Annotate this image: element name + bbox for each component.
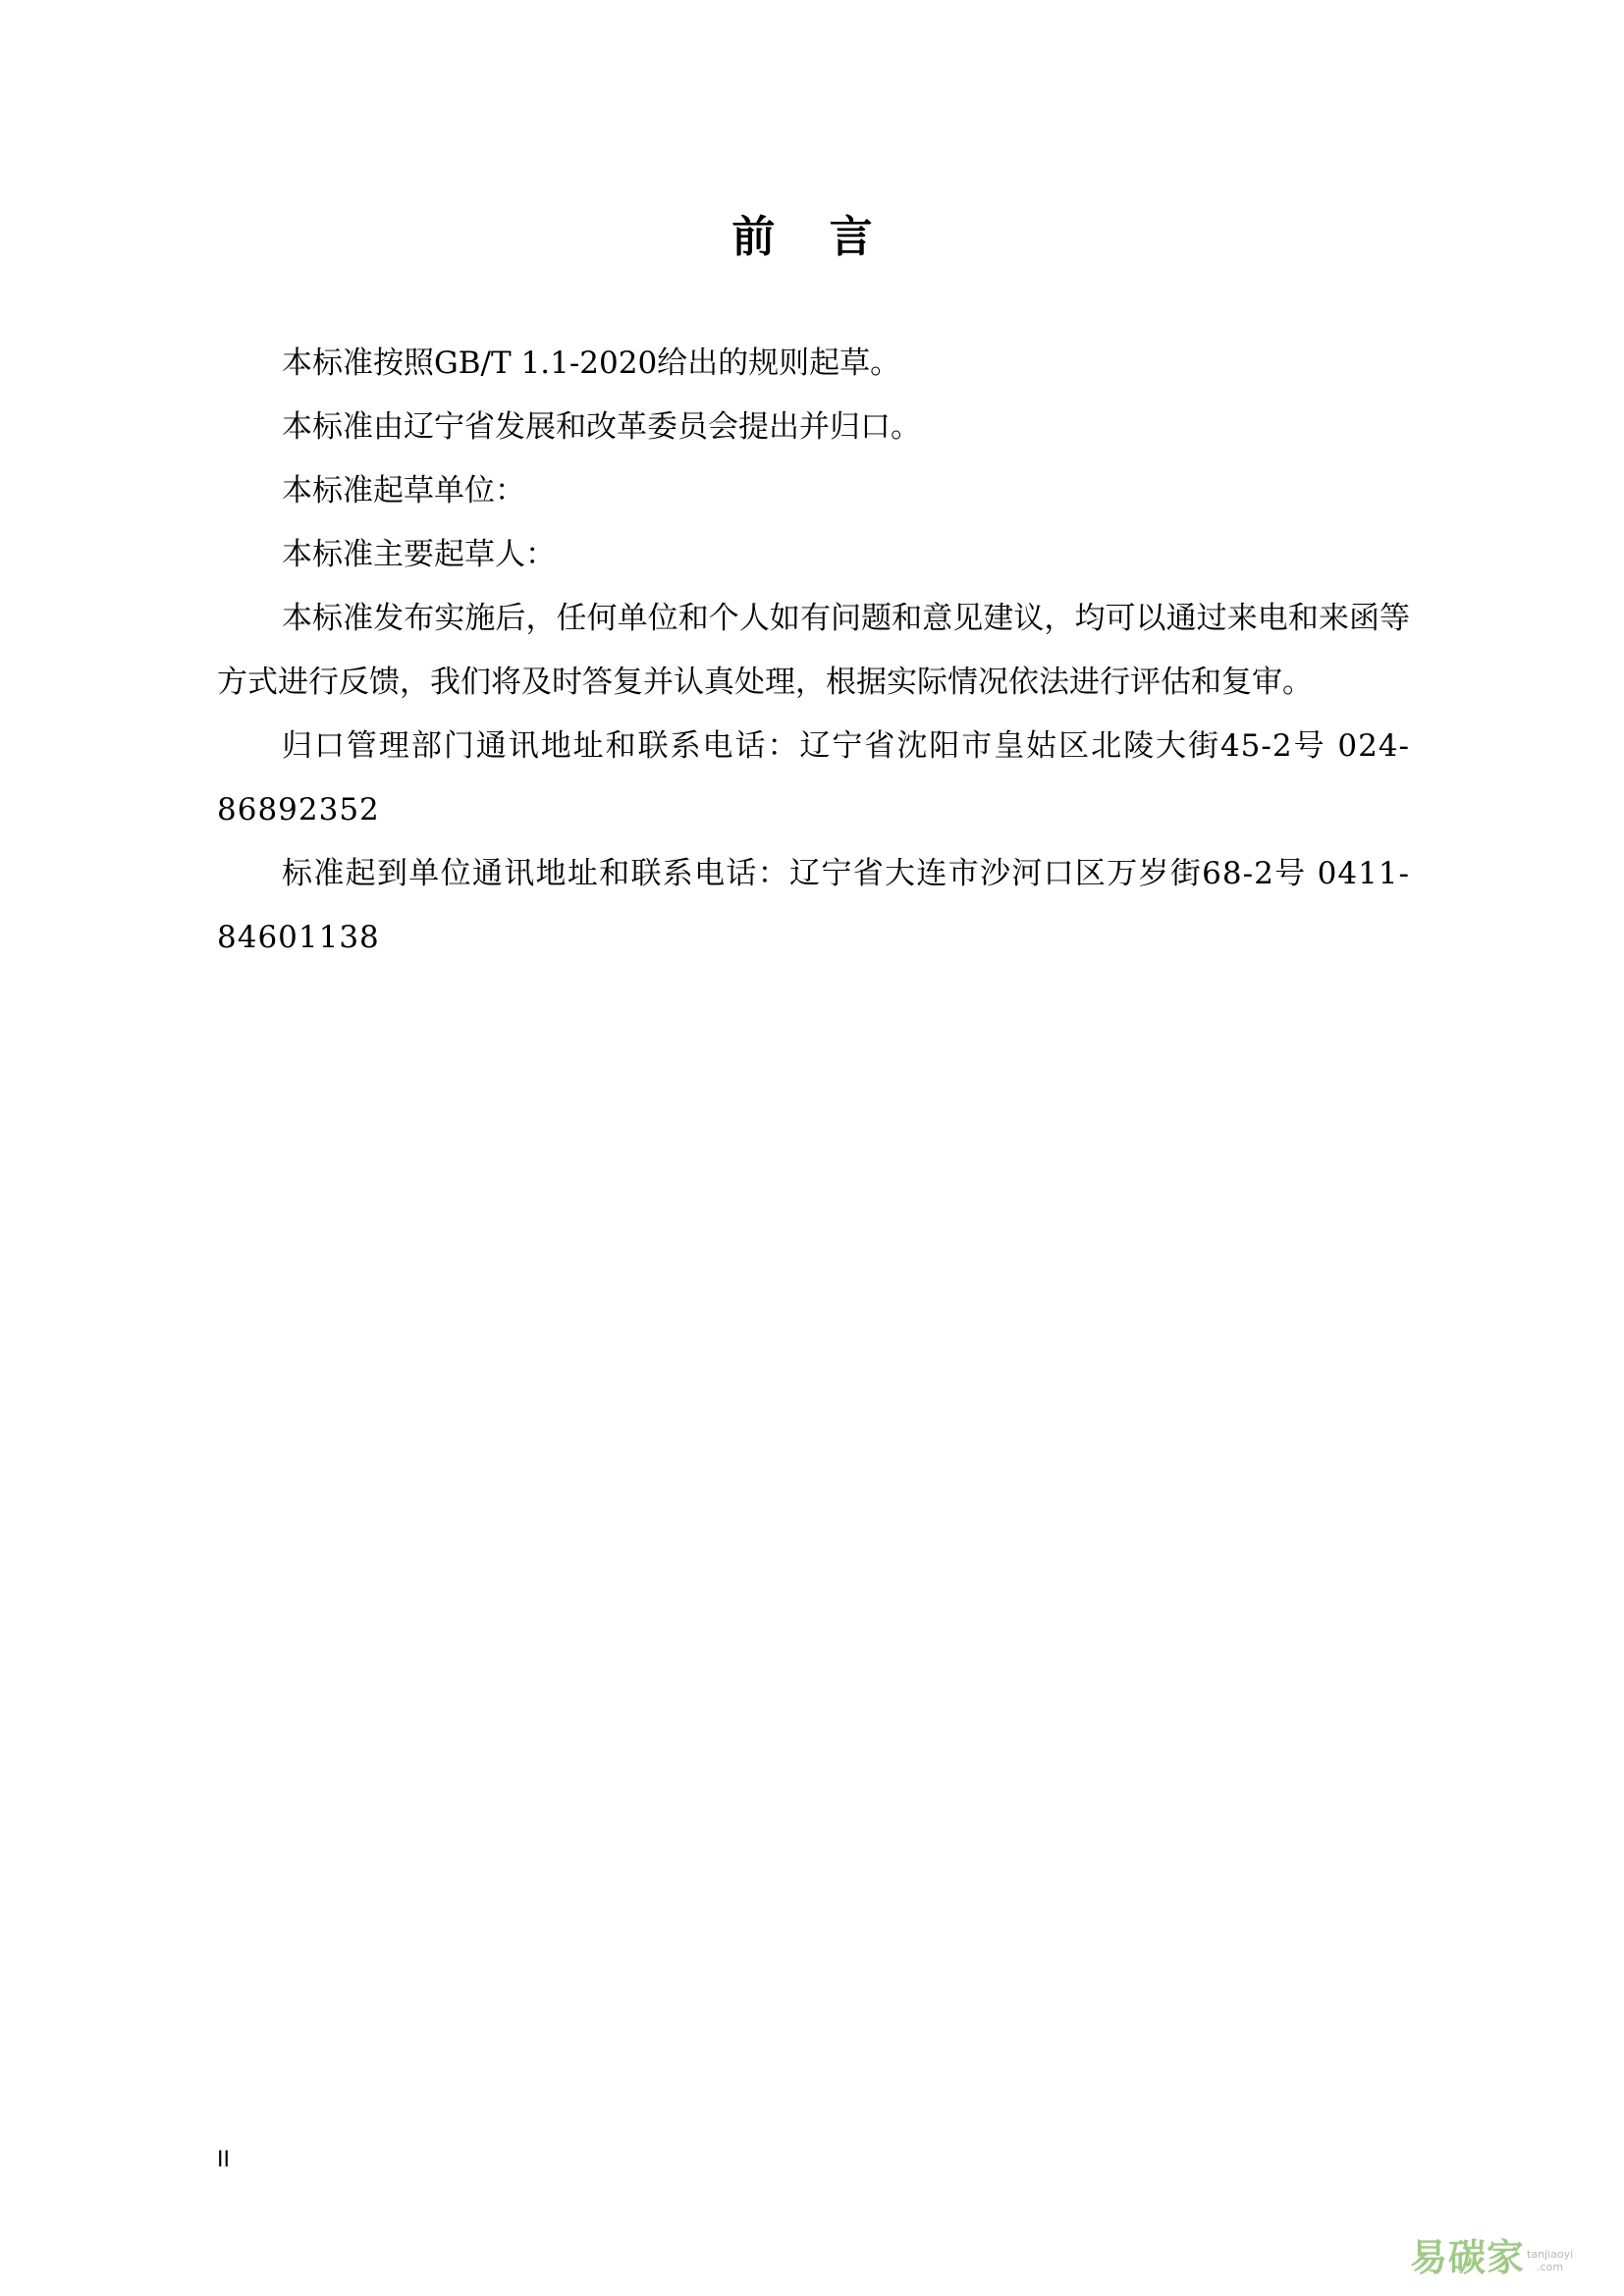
paragraph-authority-contact: 归口管理部门通讯地址和联系电话：辽宁省沈阳市皇姑区北陵大街45-2号 024-86892352 [217, 728, 1410, 828]
paragraph-proposer: 本标准由辽宁省发展和改革委员会提出并归口。 [282, 409, 921, 445]
page-title: 前 言 [731, 212, 893, 262]
watermark-domain-name: tanjiaoyi [1527, 2248, 1574, 2261]
foreword-body [217, 332, 1410, 970]
paragraph-feedback: 本标准发布实施后，任何单位和个人如有问题和意见建议，均可以通过来电和来函等方式进行反馈，我们将及时答复并认真处理，根据实际情况依法进行评估和复审。 [217, 601, 1410, 700]
page-number: II [217, 2148, 230, 2172]
watermark-domain-suffix: .com [1537, 2261, 1564, 2273]
paragraph-drafting-rules: 本标准按照GB/T 1.1-2020给出的规则起草。 [282, 346, 901, 381]
paragraph-drafting-unit: 本标准起草单位： [282, 473, 525, 508]
site-watermark [1410, 2228, 1606, 2279]
watermark-logo: 易碳家 [1410, 2236, 1526, 2279]
paragraph-main-drafters: 本标准主要起草人： [282, 537, 556, 572]
watermark-domain [1527, 2248, 1573, 2273]
paragraph-drafter-contact: 标准起到单位通讯地址和联系电话：辽宁省大连市沙河口区万岁街68-2号 0411-84601138 [217, 856, 1410, 955]
